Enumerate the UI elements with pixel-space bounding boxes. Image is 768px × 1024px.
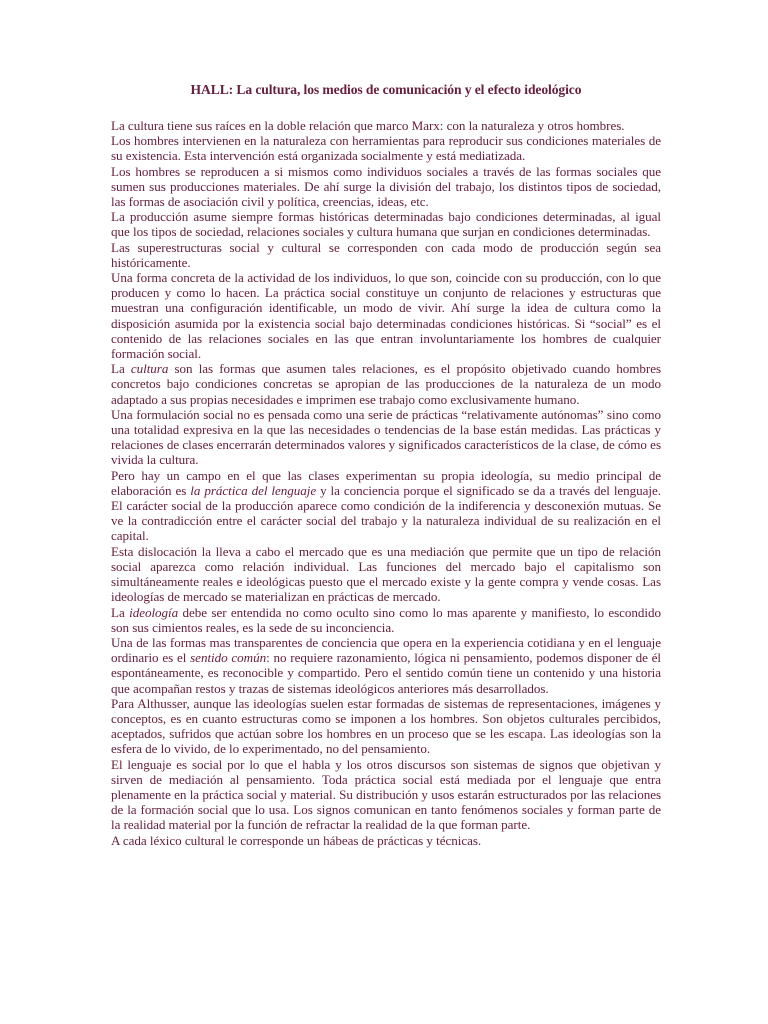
- paragraph: [111, 270, 661, 361]
- paragraph: [111, 635, 661, 696]
- paragraph-text: La cultura tiene sus raíces en la doble relación que marco Marx: con la naturaleza y otros hombres.: [111, 118, 625, 133]
- document-title: HALL: La cultura, los medios de comunicación y el efecto ideológico: [190, 82, 582, 97]
- paragraph-text: Una de las formas mas transparentes de conciencia que opera en la experiencia cotidiana y en el lenguaje ordinario es el: [111, 634, 661, 666]
- paragraph-text: Pero hay un campo en el que las clases experimentan su propia ideología, su medio principal de elaboración es: [111, 467, 661, 498]
- paragraph-text: La producción asume siempre formas históricas determinadas bajo condiciones determinadas, al igual que los tipos de sociedad, relaciones sociales y cultura humana que surjan en condiciones determinadas.: [111, 209, 661, 240]
- paragraph: [111, 361, 661, 407]
- italic-term: sentido común: [190, 650, 267, 666]
- paragraph: [111, 164, 661, 210]
- paragraph-text: A cada léxico cultural le corresponde un hábeas de prácticas y técnicas.: [111, 832, 482, 848]
- paragraph-text: son las formas que asumen tales relaciones, es el propósito objetivado cuando hombres concretos bajo condiciones concretas se apropian de las producciones de la naturaleza de un modo adaptado a sus propias necesidades e imprimen ese trabajo como exclusivamente humano.: [111, 361, 662, 407]
- paragraph: [111, 118, 661, 133]
- paragraph: [111, 544, 661, 605]
- paragraph-text: Esta dislocación la lleva a cabo el mercado que es una mediación que permite que un tipo de relación social aparezca como relación individual. Las funciones del mercado bajo el capitalismo son simultáneamente reales e ideológicas puesto que el mercado existe y la gente compra y vende cosas. Las ideologías de mercado se materializan en prácticas de mercado.: [111, 543, 661, 605]
- paragraph: [111, 696, 661, 757]
- paragraph: [111, 833, 661, 848]
- paragraph: [111, 240, 661, 270]
- italic-term: la práctica del lenguaje: [190, 482, 317, 498]
- paragraph-text: Para Althusser, aunque las ideologías suelen estar formadas de sistemas de representaciones, imágenes y conceptos, es en cuanto estructuras como se imponen a los hombres. Son objetos culturales percibidos, aceptados, sufridos que actúan sobre los hombres en un proceso que se les escapa. Las ideologías son la esfera de lo vivido, de lo experimentado, no del pensamiento.: [111, 695, 661, 757]
- paragraph: [111, 209, 661, 239]
- paragraph: [111, 757, 661, 833]
- paragraph: [111, 133, 661, 163]
- paragraph-text: Las superestructuras social y cultural se corresponden con cada modo de producción según sea históricamente.: [111, 239, 661, 270]
- paragraph-text: La: [111, 604, 130, 620]
- paragraph-text: Una forma concreta de la actividad de los individuos, lo que son, coincide con su producción, con lo que producen y como lo hacen. La práctica social constituye un conjunto de relaciones y estructuras que muestran una configuración identificable, un modo de vivir. Ahí surge la idea de cultura como la disposición asumida por la existencia social bajo determinadas condiciones históricas. Si “social” es el contenido de las relaciones sociales en las que entran involuntariamente los hombres de cualquier formación social.: [111, 270, 661, 362]
- italic-term: ideología: [129, 604, 179, 620]
- paragraph-text: y la conciencia porque el significado se da a través del lenguaje. El carácter social de la producción aparece como condición de la indiferencia y desconexión mutuas. Se ve la contradicción entre el carácter social del trabajo y la naturaleza individual de su realización en el capital.: [111, 482, 662, 544]
- paragraph-text: Los hombres se reproducen a si mismos como individuos sociales a través de las formas sociales que sumen sus producciones materiales. De ahí surge la división del trabajo, los distintos tipos de sociedad, las formas de asociación civil y política, creencias, ideas, etc.: [111, 163, 661, 210]
- paragraph-text: debe ser entendida no como oculto sino como lo mas aparente y manifiesto, lo escondido son sus cimientos reales, es la sede de su inconciencia.: [111, 604, 662, 635]
- document-body: [111, 118, 661, 848]
- paragraph-text: : no requiere razonamiento, lógica ni pensamiento, podemos disponer de él espontáneamente, es reconocible y compartido. Pero el sentido común tiene un contenido y una historia que acompañan restos y trazas de sistemas ideológicos anteriores más desarrollados.: [111, 650, 662, 696]
- italic-term: cultura: [130, 361, 169, 377]
- paragraph-text: El lenguaje es social por lo que el habla y los otros discursos son sistemas de signos que objetivan y sirven de mediación al pensamiento. Toda práctica social está mediada por el lenguaje que entra plenamente en la práctica social y material. Su distribución y usos estarán estructurados por las relaciones de la formación social que lo usa. Los signos comunican en tanto fenómenos sociales y forman parte de la realidad material por la función de refractar la realidad de la que forman parte.: [111, 756, 661, 833]
- paragraph-text: Los hombres intervienen en la naturaleza con herramientas para reproducir sus condiciones materiales de su existencia. Esta intervención está organizada socialmente y está mediatizada.: [111, 133, 661, 164]
- paragraph-text: Una formulación social no es pensada como una serie de prácticas “relativamente autónomas” sino como una totalidad expresiva en la que las necesidades o tendencias de la base están medidas. Las prácticas y relaciones de clases encerrarán determinados valores y significados característicos de la clase, de cómo es vivida la cultura.: [111, 406, 661, 468]
- paragraph: [111, 605, 661, 635]
- paragraph: [111, 468, 661, 544]
- paragraph-text: La: [111, 361, 131, 377]
- paragraph: [111, 407, 661, 468]
